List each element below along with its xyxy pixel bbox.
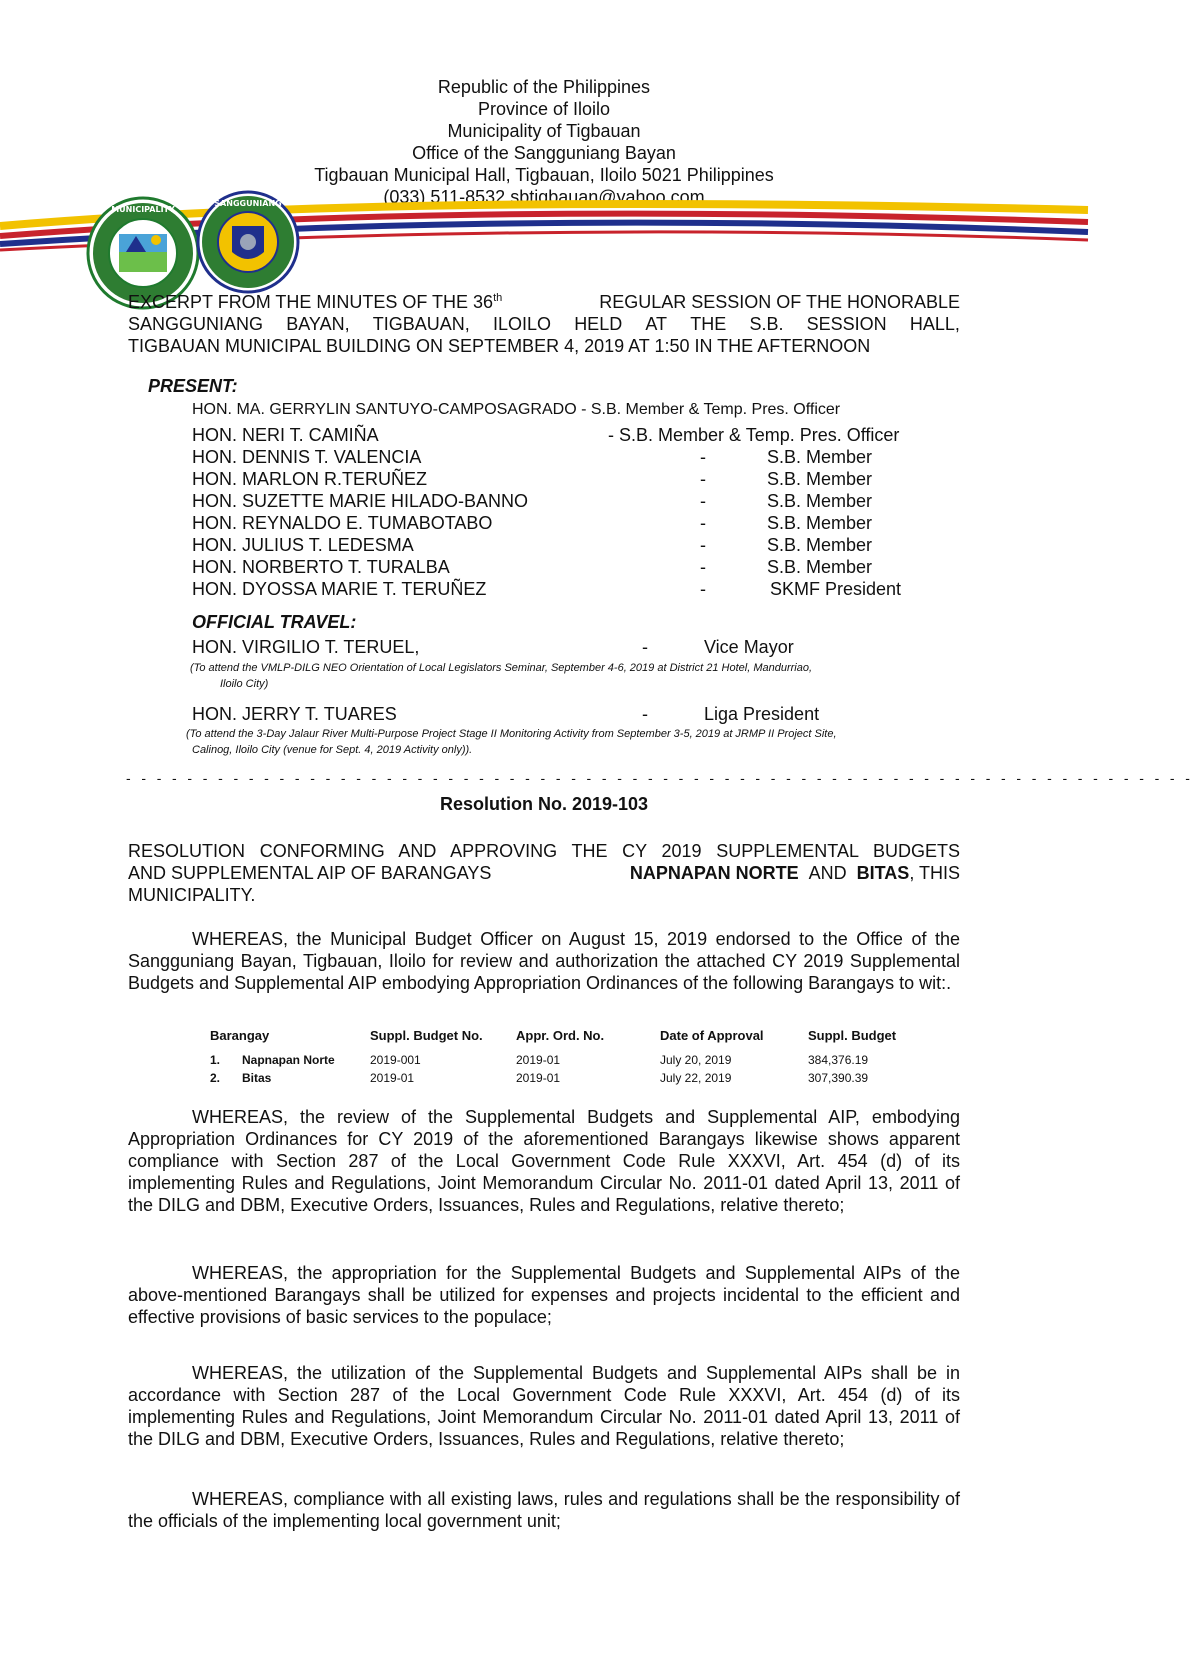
travel-name: HON. VIRGILIO T. TERUEL, — [192, 637, 420, 657]
barangay-bitas: BITAS — [856, 863, 910, 883]
header-phone: (033) 511-8532 — [383, 187, 506, 207]
excerpt-word: TIGBAUAN, — [372, 314, 470, 334]
member-name: HON. NERI T. CAMIÑA — [192, 425, 379, 445]
member-role: S.B. Member — [767, 535, 873, 555]
excerpt-word: AT — [645, 314, 668, 334]
cell-amount: 307,390.39 — [808, 1071, 869, 1085]
whereas-text: WHEREAS, the appropriation for the Supplemental Budgets and Supplemental AIPs of the above-mentioned Barangays shall be utilized for expenses and projects incidental to the efficient and effective provisions of basic services to the populace; — [128, 1263, 960, 1327]
member-name: HON. MARLON R.TERUÑEZ — [192, 469, 428, 489]
member-role: SKMF President — [770, 579, 902, 599]
member-role: S.B. Member — [767, 513, 873, 533]
member-role: S.B. Member — [767, 491, 873, 511]
travel-sep: - — [642, 637, 648, 657]
excerpt-word: HELD — [574, 314, 623, 334]
member-separator: - — [700, 579, 706, 599]
resolution-title — [128, 840, 960, 906]
resolution-title-line-2 — [128, 862, 960, 884]
excerpt-word: ILOILO — [492, 314, 551, 334]
whereas-text: WHEREAS, the review of the Supplemental Budgets and Supplemental AIP, embodying Appropriation Ordinances for CY 2019 of the aforementioned Barangays likewise shows apparent compliance with Section 287 of the Local Government Code Rule XXXVI, Art. 454 (d) of its implementing Rules and Regulations, Joint Memorandum Circular No. 2011-01 dated April 13, 2011 of the DILG and DBM, Executive Orders, Issuances, Rules and Regulations, relative thereto; — [128, 1107, 960, 1215]
svg-text:SANGGUNIANG: SANGGUNIANG — [214, 199, 282, 208]
whereas-paragraph — [128, 1262, 960, 1328]
whereas-paragraph — [128, 1106, 960, 1216]
header-office: Office of the Sangguniang Bayan — [412, 143, 676, 163]
header-municipality: Municipality of Tigbauan — [447, 121, 641, 141]
excerpt-line-3: TIGBAUAN MUNICIPAL BUILDING ON SEPTEMBER 4, 2019 AT 1:50 IN THE AFTERNOON — [128, 336, 871, 356]
travel-note-2b: Calinog, Iloilo City (venue for Sept. 4, 2019 Activity only)). — [192, 744, 473, 756]
excerpt-line-1-sup: th — [493, 292, 503, 304]
travel-entry-1 — [192, 636, 892, 658]
member-role: S.B. Member — [767, 557, 873, 577]
member-row — [192, 578, 932, 600]
header-email: sbtigbauan@yahoo.com — [510, 187, 705, 207]
excerpt-word: SANGGUNIANG — [128, 314, 264, 334]
cell-ord-no: 2019-01 — [516, 1071, 561, 1085]
member-row — [192, 446, 932, 468]
member-row — [192, 512, 932, 534]
member-role: S.B. Member — [767, 469, 873, 489]
resolution-title-line-1: RESOLUTION CONFORMING AND APPROVING THE CY 2019 SUPPLEMENTAL BUDGETS — [128, 841, 960, 861]
excerpt-word: HALL, — [909, 314, 960, 334]
cell-date: July 20, 2019 — [660, 1053, 732, 1067]
resolution-title-l2-e: , THIS — [909, 863, 960, 883]
whereas-text: WHEREAS, compliance with all existing laws, rules and regulations shall be the responsibility of the officials of the implementing local government unit; — [128, 1489, 960, 1531]
excerpt-word: BAYAN, — [286, 314, 350, 334]
resolution-title-l2-c: AND — [808, 863, 847, 883]
col-date-of-approval: Date of Approval — [660, 1028, 764, 1043]
travel-sep: - — [642, 704, 648, 724]
barangay-napnapan-norte: NAPNAPAN NORTE — [629, 863, 799, 883]
member-name: HON. REYNALDO E. TUMABOTABO — [192, 513, 493, 533]
header-address: Tigbauan Municipal Hall, Tigbauan, Iloilo 5021 Philippines — [314, 165, 774, 185]
whereas-paragraph — [128, 1488, 960, 1532]
col-appr-ord-no: Appr. Ord. No. — [516, 1028, 605, 1043]
member-separator: - — [700, 469, 706, 489]
cell-barangay — [210, 1051, 370, 1069]
table-row — [210, 1069, 918, 1087]
excerpt-line-2 — [128, 313, 960, 335]
svg-text:MUNICIPALITY: MUNICIPALITY — [111, 205, 175, 214]
sangguniang-bayan-seal-icon — [196, 190, 300, 294]
col-suppl-budget-no: Suppl. Budget No. — [370, 1028, 483, 1043]
row-number: 1. — [210, 1053, 221, 1067]
travel-note-1: (To attend the VMLP-DILG NEO Orientation of Local Legislators Seminar, September 4-6, 2019 at District 21 Hotel, Mandurriao, — [190, 662, 813, 674]
cell-budget-no: 2019-001 — [370, 1053, 421, 1067]
resolution-title-line-3: MUNICIPALITY. — [128, 885, 256, 905]
travel-role: Vice Mayor — [704, 637, 794, 657]
member-row — [192, 490, 932, 512]
member-row — [192, 424, 932, 446]
member-row — [192, 534, 932, 556]
member-name: HON. SUZETTE MARIE HILADO-BANNO — [192, 491, 529, 511]
member-separator: - — [700, 535, 706, 555]
present-heading: PRESENT: — [148, 376, 238, 396]
resolution-number: Resolution No. 2019-103 — [439, 794, 649, 814]
cell-date: July 22, 2019 — [660, 1071, 732, 1085]
excerpt-line-1-post: REGULAR SESSION OF THE HONORABLE — [599, 292, 960, 312]
table-row — [210, 1051, 918, 1069]
col-barangay: Barangay — [210, 1028, 270, 1043]
barangay-budget-table — [210, 1028, 918, 1087]
barangay-name: Bitas — [242, 1071, 272, 1085]
travel-name: HON. JERRY T. TUARES — [192, 704, 397, 724]
travel-note-1b: Iloilo City) — [220, 678, 269, 690]
row-number: 2. — [210, 1071, 221, 1085]
member-separator: - S.B. Member & Temp. Pres. Officer — [608, 425, 900, 445]
member-separator: - — [700, 447, 706, 467]
dashed-divider: - - - - - - - - - - - - - - - - - - - - - - - - - - - - - - - - - - - - - - - - - - - - - - - - - - - - - - - - - - - - - - - - - - - - - - — [126, 770, 1193, 786]
col-suppl-budget: Suppl. Budget — [808, 1028, 897, 1043]
travel-entry-2 — [192, 703, 892, 725]
member-separator: - — [700, 557, 706, 577]
excerpt-title — [128, 291, 960, 357]
member-name: HON. DENNIS T. VALENCIA — [192, 447, 422, 467]
whereas-text: WHEREAS, the Municipal Budget Officer on August 15, 2019 endorsed to the Office of the Sangguniang Bayan, Tigbauan, Iloilo for review and authorization the attached CY 2019 Supplemental Budgets and Supplemental AIP embodying Appropriation Ordinances of the following Barangays to wit:. — [128, 929, 960, 993]
excerpt-word: THE — [690, 314, 727, 334]
official-travel-heading: OFFICIAL TRAVEL: — [192, 612, 357, 632]
cell-budget-no: 2019-01 — [370, 1071, 415, 1085]
cell-ord-no: 2019-01 — [516, 1053, 561, 1067]
member-separator: - — [700, 513, 706, 533]
table-header-row — [210, 1028, 918, 1051]
excerpt-word: SESSION — [806, 314, 887, 334]
cell-barangay — [210, 1069, 370, 1087]
travel-role: Liga President — [704, 704, 820, 724]
barangay-name: Napnapan Norte — [242, 1053, 335, 1067]
whereas-paragraph — [128, 1362, 960, 1450]
member-name: HON. JULIUS T. LEDESMA — [192, 535, 414, 555]
excerpt-word: S.B. — [749, 314, 784, 334]
excerpt-line-1-pre: EXCERPT FROM THE MINUTES OF THE 36 — [128, 292, 494, 312]
member-row — [192, 556, 932, 578]
travel-note-2: (To attend the 3-Day Jalaur River Multi-Purpose Project Stage II Monitoring Activity from September 3-5, 2019 at JRMP II Project Site, — [186, 728, 837, 740]
header-province: Province of Iloilo — [477, 99, 611, 119]
member-separator: - — [700, 491, 706, 511]
member-role: S.B. Member — [767, 447, 873, 467]
member-row — [192, 468, 932, 490]
excerpt-line-1 — [128, 291, 960, 313]
resolution-title-l2-a: AND SUPPLEMENTAL AIP OF BARANGAYS — [128, 863, 492, 883]
whereas-text: WHEREAS, the utilization of the Supplemental Budgets and Supplemental AIPs shall be in accordance with Section 287 of the Local Government Code Rule XXXVI, Art. 454 (d) of its implementing Rules and Regulations, Joint Memorandum Circular No. 2011-01 dated April 13, 2011 of the DILG and DBM, Executive Orders, Issuances, Rules and Regulations, relative thereto; — [128, 1363, 960, 1449]
cell-amount: 384,376.19 — [808, 1053, 869, 1067]
whereas-paragraph — [128, 928, 960, 994]
member-name: HON. NORBERTO T. TURALBA — [192, 557, 450, 577]
header-republic: Republic of the Philippines — [437, 77, 651, 97]
member-name: HON. DYOSSA MARIE T. TERUÑEZ — [192, 579, 487, 599]
present-first-line: HON. MA. GERRYLIN SANTUYO-CAMPOSAGRADO - S.B. Member & Temp. Pres. Officer — [192, 401, 841, 418]
